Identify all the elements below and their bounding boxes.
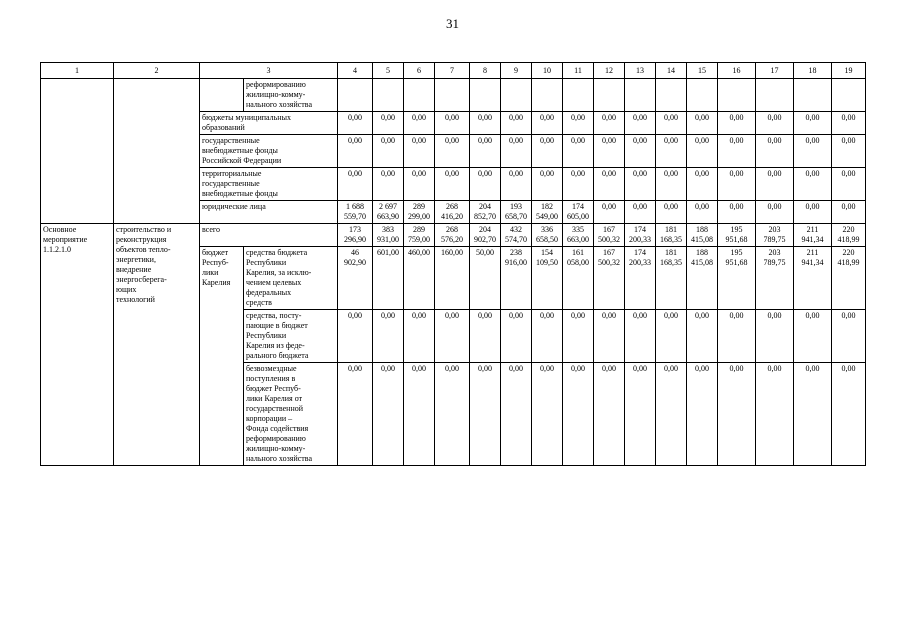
value-cell: 0,00 [718,112,756,135]
value-cell: 50,00 [470,247,501,310]
value-cell: 0,00 [435,168,470,201]
value-cell: 0,00 [404,112,435,135]
value-cell: 160,00 [435,247,470,310]
value-cell: 0,00 [625,310,656,363]
value-cell: 268 576,20 [435,224,470,247]
value-cell [718,79,756,112]
value-cell [687,79,718,112]
value-cell: 0,00 [794,310,832,363]
value-cell: 0,00 [656,310,687,363]
value-cell: 0,00 [794,168,832,201]
value-cell: 336 658,50 [532,224,563,247]
value-cell: 0,00 [501,112,532,135]
value-cell: 0,00 [687,112,718,135]
value-cell: 0,00 [625,135,656,168]
value-cell: 335 663,00 [563,224,594,247]
value-cell: 0,00 [656,201,687,224]
value-cell: 0,00 [687,201,718,224]
value-cell: 0,00 [756,135,794,168]
value-cell: 203 789,75 [756,247,794,310]
value-cell [563,79,594,112]
measure-code: Основное мероприятие 1.1.2.1.0 [41,224,114,466]
value-cell: 0,00 [338,363,373,466]
column-header-17: 17 [756,63,794,79]
row-label: средства, посту- пающие в бюджет Республики Карелия из феде- рального бюджета [244,310,338,363]
value-cell: 0,00 [656,112,687,135]
value-cell: 0,00 [404,135,435,168]
value-cell: 0,00 [338,135,373,168]
value-cell: 0,00 [832,201,866,224]
value-cell: 0,00 [373,135,404,168]
empty-cell-col3a [200,79,244,112]
value-cell: 1 688 559,70 [338,201,373,224]
value-cell: 0,00 [718,168,756,201]
value-cell: 0,00 [404,310,435,363]
value-cell: 0,00 [832,135,866,168]
value-cell: 0,00 [532,310,563,363]
column-header-11: 11 [563,63,594,79]
value-cell: 220 418,99 [832,247,866,310]
value-cell: 173 296,90 [338,224,373,247]
value-cell: 154 109,50 [532,247,563,310]
row-label: государственные внебюджетные фонды Российской Федерации [200,135,338,168]
value-cell: 0,00 [794,201,832,224]
value-cell: 0,00 [718,201,756,224]
column-header-19: 19 [832,63,866,79]
value-cell: 182 549,00 [532,201,563,224]
value-cell [532,79,563,112]
value-cell: 0,00 [373,168,404,201]
value-cell: 174 605,00 [563,201,594,224]
value-cell: 204 902,70 [470,224,501,247]
value-cell: 0,00 [563,112,594,135]
empty-cell-col2 [114,79,200,224]
value-cell: 0,00 [656,135,687,168]
value-cell: 0,00 [594,112,625,135]
value-cell: 0,00 [532,168,563,201]
row-label: юридические лица [200,201,338,224]
value-cell: 0,00 [470,310,501,363]
column-header-9: 9 [501,63,532,79]
value-cell: 0,00 [501,135,532,168]
value-cell: 0,00 [718,135,756,168]
value-cell: 167 500,32 [594,247,625,310]
value-cell: 0,00 [625,363,656,466]
value-cell: 0,00 [338,112,373,135]
row-label: средства бюджета Республики Карелия, за исклю- чением целевых федеральных средств [244,247,338,310]
column-header-14: 14 [656,63,687,79]
value-cell: 0,00 [373,112,404,135]
column-header-18: 18 [794,63,832,79]
value-cell: 268 416,20 [435,201,470,224]
value-cell: 0,00 [404,363,435,466]
row-label: территориальные государственные внебюджетные фонды [200,168,338,201]
value-cell: 0,00 [625,168,656,201]
value-cell [435,79,470,112]
column-header-6: 6 [404,63,435,79]
row-label-total: всего [200,224,338,247]
table-row [41,79,866,112]
value-cell: 0,00 [470,363,501,466]
value-cell: 0,00 [756,363,794,466]
value-cell [470,79,501,112]
value-cell: 0,00 [373,363,404,466]
value-cell: 0,00 [718,363,756,466]
value-cell: 0,00 [832,112,866,135]
value-cell: 0,00 [338,168,373,201]
value-cell [832,79,866,112]
value-cell: 0,00 [470,135,501,168]
value-cell: 0,00 [594,168,625,201]
column-header-12: 12 [594,63,625,79]
value-cell: 460,00 [404,247,435,310]
column-header-7: 7 [435,63,470,79]
value-cell: 0,00 [435,112,470,135]
value-cell [338,79,373,112]
value-cell: 0,00 [373,310,404,363]
value-cell: 0,00 [594,201,625,224]
column-header-8: 8 [470,63,501,79]
value-cell: 167 500,32 [594,224,625,247]
column-header-10: 10 [532,63,563,79]
column-header-15: 15 [687,63,718,79]
value-cell [756,79,794,112]
column-header-1: 1 [41,63,114,79]
value-cell: 0,00 [687,168,718,201]
value-cell: 181 168,35 [656,247,687,310]
column-header-16: 16 [718,63,756,79]
value-cell [594,79,625,112]
value-cell [794,79,832,112]
value-cell: 0,00 [687,135,718,168]
value-cell: 0,00 [687,310,718,363]
value-cell: 0,00 [756,112,794,135]
value-cell: 193 658,70 [501,201,532,224]
value-cell: 211 941,34 [794,224,832,247]
value-cell: 0,00 [832,363,866,466]
value-cell: 2 697 663,90 [373,201,404,224]
value-cell: 238 916,00 [501,247,532,310]
value-cell: 204 852,70 [470,201,501,224]
value-cell: 601,00 [373,247,404,310]
value-cell: 0,00 [501,168,532,201]
value-cell: 161 058,00 [563,247,594,310]
value-cell: 289 299,00 [404,201,435,224]
value-cell: 0,00 [656,168,687,201]
value-cell: 0,00 [794,135,832,168]
value-cell: 0,00 [794,363,832,466]
value-cell: 0,00 [594,363,625,466]
value-cell: 0,00 [756,310,794,363]
value-cell: 0,00 [594,310,625,363]
value-cell: 0,00 [563,168,594,201]
value-cell: 289 759,00 [404,224,435,247]
value-cell: 0,00 [470,168,501,201]
value-cell: 0,00 [625,112,656,135]
value-cell: 0,00 [501,310,532,363]
value-cell: 46 902,90 [338,247,373,310]
value-cell: 0,00 [435,310,470,363]
value-cell: 0,00 [718,310,756,363]
value-cell: 0,00 [435,135,470,168]
value-cell: 0,00 [470,112,501,135]
column-header-13: 13 [625,63,656,79]
value-cell: 432 574,70 [501,224,532,247]
value-cell: 0,00 [687,363,718,466]
value-cell: 0,00 [563,135,594,168]
value-cell: 0,00 [563,363,594,466]
value-cell: 0,00 [532,112,563,135]
value-cell: 383 931,00 [373,224,404,247]
value-cell [404,79,435,112]
value-cell: 174 200,33 [625,224,656,247]
value-cell: 0,00 [756,168,794,201]
column-header-2: 2 [114,63,200,79]
table-row [41,224,866,247]
value-cell [373,79,404,112]
value-cell: 181 168,35 [656,224,687,247]
value-cell: 0,00 [532,363,563,466]
value-cell: 0,00 [832,168,866,201]
page-number: 31 [446,16,459,31]
budget-table [40,62,866,466]
value-cell: 0,00 [435,363,470,466]
value-cell: 195 951,68 [718,247,756,310]
value-cell: 0,00 [656,363,687,466]
column-header-4: 4 [338,63,373,79]
value-cell: 188 415,08 [687,224,718,247]
header-row [41,63,866,79]
row-label: безвозмездные поступления в бюджет Респуб- лики Карелия от государственной корпорации – Фонда содействия реформированию жилищно-комму- нального хозяйства [244,363,338,466]
measure-description: строительство и реконструкция объектов тепло- энергетики, внедрение энергосберега- ющих технологий [114,224,200,466]
value-cell: 0,00 [794,112,832,135]
row-label: реформированию жилищно-комму- нального хозяйства [244,79,338,112]
value-cell: 220 418,99 [832,224,866,247]
value-cell: 0,00 [563,310,594,363]
value-cell: 0,00 [338,310,373,363]
budget-source-label: бюджет Респуб- лики Карелия [200,247,244,466]
value-cell: 0,00 [832,310,866,363]
value-cell: 0,00 [532,135,563,168]
value-cell: 0,00 [404,168,435,201]
column-header-3: 3 [200,63,338,79]
value-cell: 0,00 [625,201,656,224]
value-cell [656,79,687,112]
value-cell: 195 951,68 [718,224,756,247]
row-label: бюджеты муниципальных образований [200,112,338,135]
value-cell: 211 941,34 [794,247,832,310]
column-header-5: 5 [373,63,404,79]
value-cell: 188 415,08 [687,247,718,310]
value-cell: 0,00 [501,363,532,466]
value-cell: 0,00 [756,201,794,224]
value-cell [501,79,532,112]
value-cell: 0,00 [594,135,625,168]
value-cell [625,79,656,112]
value-cell: 203 789,75 [756,224,794,247]
empty-cell-col1 [41,79,114,224]
value-cell: 174 200,33 [625,247,656,310]
